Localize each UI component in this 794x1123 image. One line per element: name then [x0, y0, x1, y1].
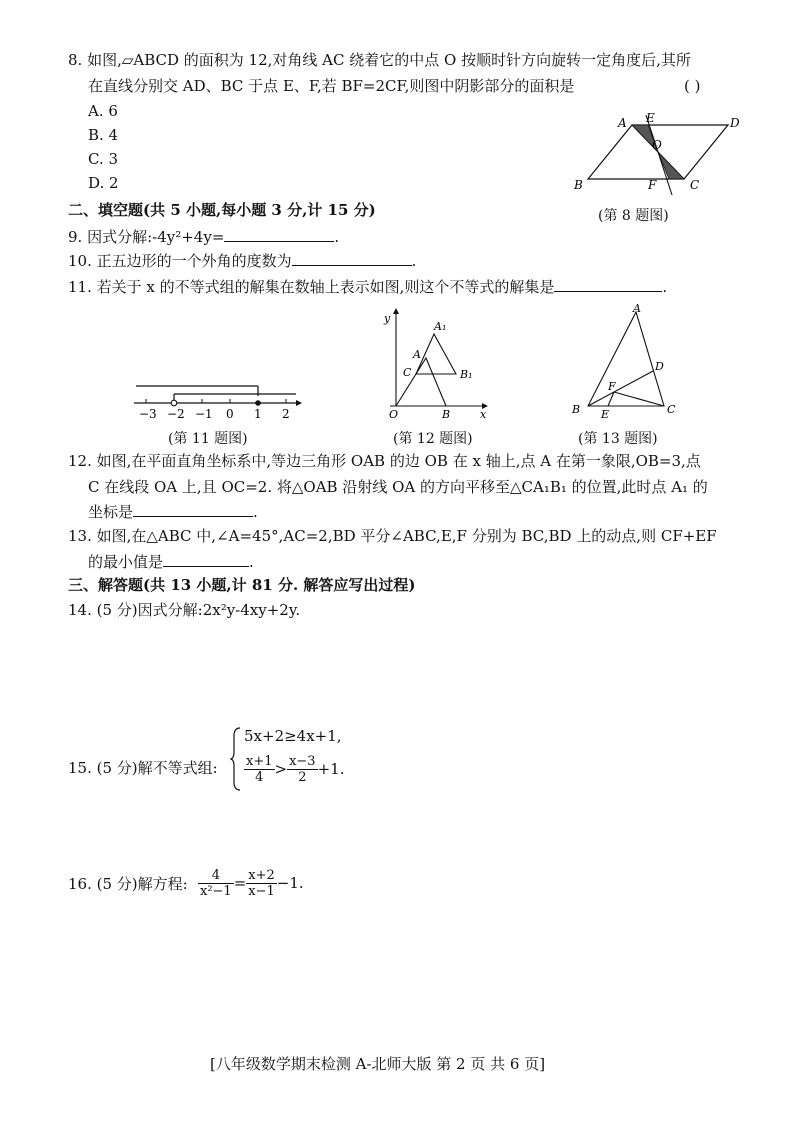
figure-8-parallelogram — [560, 105, 750, 200]
q8-option-a: A. 6 — [88, 102, 118, 120]
q8-answer-paren: ( ) — [684, 77, 701, 95]
section2-heading: 二、填空题(共 5 小题,每小题 3 分,计 15 分) — [68, 201, 376, 219]
fig12-label-y: y — [384, 312, 391, 325]
fig8-label-o: O — [652, 138, 662, 152]
q10-answer-blank[interactable] — [292, 250, 412, 266]
fig12-label-a: A — [413, 348, 421, 361]
q11-text: 11. 若关于 x 的不等式组的解集在数轴上表示如图,则这个不等式的解集是 . — [68, 278, 668, 296]
fig12-label-b1: B₁ — [460, 368, 473, 381]
q16-prefix: 16. (5 分)解方程: — [68, 875, 188, 893]
q8-option-c: C. 3 — [88, 150, 119, 168]
fig13-label-f: F — [608, 380, 616, 393]
q13-answer-blank[interactable] — [163, 551, 249, 567]
fig11-tick-2: 2 — [282, 407, 290, 421]
fig8-label-e: E — [646, 111, 655, 125]
figure-13-triangle — [568, 300, 678, 422]
q15-eq2: $\frac{x+1}{4}$ > $\frac{x-3}{2}$ +1. — [246, 754, 345, 785]
fig13-label-c: C — [667, 403, 676, 416]
q15-brace — [230, 726, 242, 792]
fig12-label-x: x — [480, 408, 487, 421]
q12-line3: 坐标是 . — [88, 503, 258, 521]
fig11-caption: (第 11 题图) — [168, 431, 248, 447]
fig11-tick-neg1: −1 — [195, 407, 213, 421]
section3-heading: 三、解答题(共 13 小题,计 81 分. 解答应写出过程) — [68, 576, 416, 594]
figure-11-number-line — [130, 370, 305, 425]
fig8-label-a: A — [618, 116, 627, 130]
q15-frac2: $\frac{x-3}{2}$ — [289, 754, 316, 785]
q16-frac2: $\frac{x+2}{x-1}$ — [248, 868, 275, 899]
q10-text: 10. 正五边形的一个外角的度数为 . — [68, 252, 417, 270]
fig12-label-a1: A₁ — [434, 320, 447, 333]
q12-line1: 12. 如图,在平面直角坐标系中,等边三角形 OAB 的边 OB 在 x 轴上,点 A 在第一象限,OB=3,点 — [68, 452, 701, 470]
q9-text: 9. 因式分解:-4y²+4y= . — [68, 228, 340, 246]
page-footer: [八年级数学期末检测 A-北师大版 第 2 页 共 6 页] — [210, 1055, 546, 1073]
q8-option-b: B. 4 — [88, 126, 119, 144]
fig12-label-c: C — [403, 366, 412, 379]
fig8-label-d: D — [730, 116, 740, 130]
q13-line1: 13. 如图,在△ABC 中,∠A=45°,AC=2,BD 平分∠ABC,E,F 分别为 BC,BD 上的动点,则 CF+EF — [68, 527, 717, 545]
q16-frac1: $\frac{4}{\text{x²−1}}$ — [200, 868, 232, 899]
q15-frac1: $\frac{x+1}{4}$ — [246, 754, 273, 785]
fig8-label-c: C — [690, 178, 700, 192]
q13-line2: 的最小值是 . — [88, 553, 254, 571]
fig11-tick-neg3: −3 — [139, 407, 157, 421]
fig8-caption: (第 8 题图) — [598, 208, 669, 224]
q8-line1: 8. 如图,▱ABCD 的面积为 12,对角线 AC 绕着它的中点 O 按顺时针方向旋转一定角度后,其所 — [68, 51, 691, 69]
q11-answer-blank[interactable] — [554, 276, 662, 292]
figure-12-coordinate-triangles — [380, 306, 492, 421]
fig11-tick-0: 0 — [226, 407, 234, 421]
fig12-label-b: B — [442, 408, 451, 421]
fig12-label-o: O — [389, 408, 399, 421]
fig13-label-e: E — [601, 408, 610, 421]
q8-line2: 在直线分别交 AD、BC 于点 E、F,若 BF=2CF,则图中阴影部分的面积是 — [88, 77, 575, 95]
fig13-label-d: D — [655, 360, 664, 373]
q15-eq1: 5x+2≥4x+1, — [244, 727, 342, 745]
fig12-caption: (第 12 题图) — [393, 431, 473, 447]
q15-prefix: 15. (5 分)解不等式组: — [68, 759, 218, 777]
fig13-label-b: B — [572, 403, 581, 416]
q12-line2: C 在线段 OA 上,且 OC=2. 将△OAB 沿射线 OA 的方向平移至△CA₁B₁ 的位置,此时点 A₁ 的 — [88, 478, 708, 496]
q9-answer-blank[interactable] — [224, 226, 334, 242]
q16-equation: $\frac{4}{\text{x²−1}}$ = $\frac{x+2}{x-1}$ −1. — [200, 868, 304, 899]
fig11-tick-neg2: −2 — [167, 407, 185, 421]
fig8-label-b: B — [574, 178, 583, 192]
q12-answer-blank[interactable] — [133, 501, 253, 517]
fig8-label-f: F — [648, 178, 657, 192]
fig11-tick-1: 1 — [254, 407, 262, 421]
q8-option-d: D. 2 — [88, 174, 119, 192]
q14-text: 14. (5 分)因式分解:2x²y-4xy+2y. — [68, 601, 301, 619]
fig13-caption: (第 13 题图) — [578, 431, 658, 447]
fig13-label-a: A — [633, 302, 641, 315]
